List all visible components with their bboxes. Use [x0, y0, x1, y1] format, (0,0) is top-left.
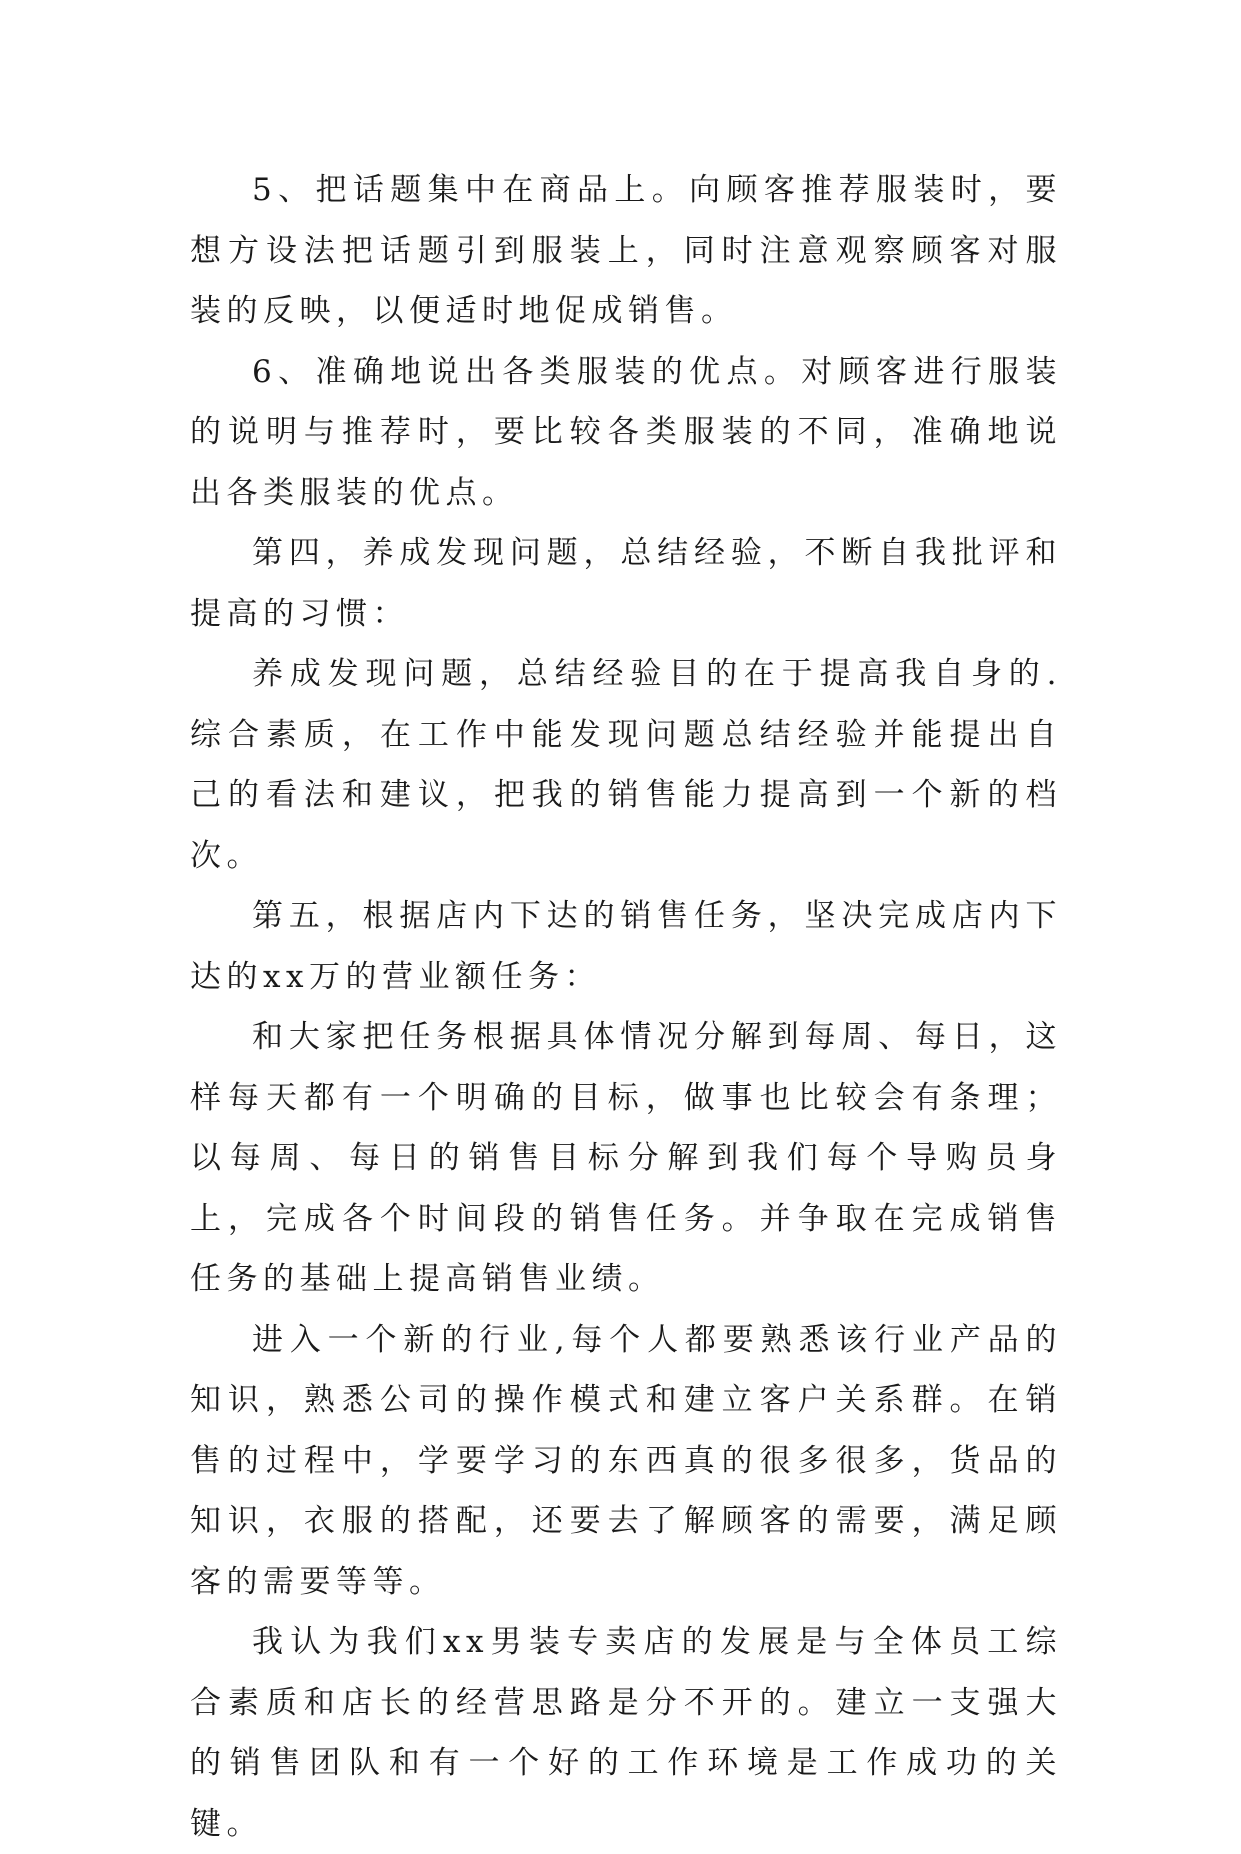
paragraph-conclusion: 我认为我们xx男装专卖店的发展是与全体员工综合素质和店长的经营思路是分不开的。建立一支强大的销售团队和有一个好的工作环境是工作成功的关键。 — [190, 1624, 1062, 1842]
paragraph-section-5-body: 和大家把任务根据具体情况分解到每周、每日，这样每天都有一个明确的目标，做事也比较会有条理；以每周、每日的销售目标分解到我们每个导购员身上，完成各个时间段的销售任务。并争取在完成销售任务的基础上提高销售业绩。 — [190, 1019, 1062, 1297]
paragraph-section-5-heading: 第五，根据店内下达的销售任务，坚决完成店内下达的xx万的营业额任务： — [190, 898, 1062, 995]
paragraph-new-industry: 进入一个新的行业,每个人都要熟悉该行业产品的知识，熟悉公司的操作模式和建立客户关系群。在销售的过程中，学要学习的东西真的很多很多，货品的知识，衣服的搭配，还要去了解顾客的需要，满足顾客的需要等等。 — [190, 1321, 1062, 1600]
document-body — [190, 160, 1062, 1854]
paragraph-section-4-body: 养成发现问题，总结经验目的在于提高我自身的.综合素质，在工作中能发现问题总结经验并能提出自己的看法和建议，把我的销售能力提高到一个新的档次。 — [190, 656, 1062, 874]
paragraph-tip-6: 6、准确地说出各类服装的优点。对顾客进行服装的说明与推荐时，要比较各类服装的不同，准确地说出各类服装的优点。 — [190, 353, 1062, 511]
paragraph-section-4-heading: 第四，养成发现问题，总结经验，不断自我批评和提高的习惯： — [190, 535, 1062, 632]
paragraph-tip-5: 5、把话题集中在商品上。向顾客推荐服装时，要想方设法把话题引到服装上，同时注意观察顾客对服装的反映，以便适时地促成销售。 — [190, 172, 1062, 329]
